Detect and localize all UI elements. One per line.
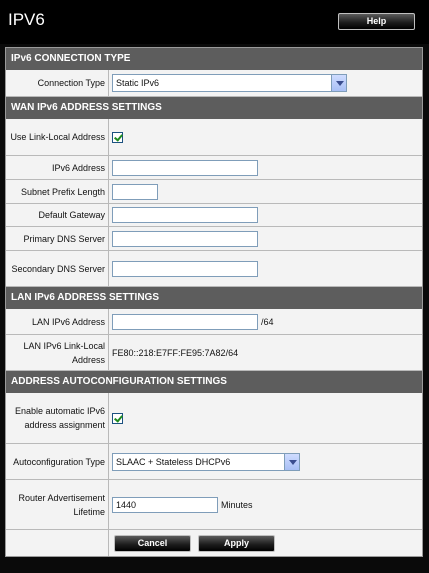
row-autoconfig-type [6,444,422,480]
use-link-local-checkbox[interactable] [112,132,123,143]
default-gateway-input[interactable] [112,207,258,223]
row-subnet-prefix [6,180,422,204]
page-title: IPV6 [8,10,45,29]
title-bar [0,0,429,44]
subnet-prefix-label: Subnet Prefix Length [6,180,109,203]
connection-type-selected: Static IPv6 [116,78,160,88]
row-enable-autoconfig [6,393,422,444]
enable-autoconfig-checkbox[interactable] [112,413,123,424]
secondary-dns-input[interactable] [112,261,258,277]
row-connection-type [6,70,422,97]
row-actions [6,530,422,556]
chevron-down-icon[interactable] [284,454,299,470]
row-secondary-dns [6,251,422,287]
section-lan: LAN IPv6 ADDRESS SETTINGS [6,287,422,309]
lan-link-local-value: FE80::218:E7FF:FE95:7A82/64 [112,347,239,358]
lan-link-local-label: LAN IPv6 Link-Local Address [6,335,109,370]
ra-lifetime-label: Router Advertisement Lifetime [6,480,109,529]
secondary-dns-label: Secondary DNS Server [6,251,109,286]
actions-spacer [6,530,109,556]
row-ra-lifetime [6,480,422,530]
chevron-down-icon[interactable] [331,75,346,91]
lan-address-input[interactable] [112,314,258,330]
lan-address-label: LAN IPv6 Address [6,309,109,334]
settings-panel [5,47,423,557]
connection-type-label: Connection Type [6,70,109,96]
subnet-prefix-input[interactable] [112,184,158,200]
primary-dns-label: Primary DNS Server [6,227,109,250]
enable-autoconfig-label: Enable automatic IPv6 address assignment [6,393,109,443]
row-lan-link-local [6,335,422,371]
row-use-link-local [6,119,422,156]
primary-dns-input[interactable] [112,231,258,247]
ra-lifetime-unit: Minutes [221,499,253,510]
row-default-gateway [6,204,422,227]
autoconfig-type-selected: SLAAC + Stateless DHCPv6 [116,456,231,467]
ipv6-address-label: IPv6 Address [6,156,109,179]
connection-type-select[interactable] [112,74,347,92]
cancel-button[interactable]: Cancel [114,535,191,552]
ra-lifetime-input[interactable]: 1440 [112,497,218,513]
ipv6-address-input[interactable] [112,160,258,176]
row-lan-address [6,309,422,335]
default-gateway-label: Default Gateway [6,204,109,226]
lan-prefix-suffix: /64 [261,316,274,327]
help-button[interactable]: Help [338,13,415,30]
row-ipv6-address [6,156,422,180]
section-autoconfig: ADDRESS AUTOCONFIGURATION SETTINGS [6,371,422,393]
row-primary-dns [6,227,422,251]
autoconfig-type-select[interactable] [112,453,300,471]
section-connection-type: IPv6 CONNECTION TYPE [6,48,422,70]
apply-button[interactable]: Apply [198,535,275,552]
use-link-local-label: Use Link-Local Address [6,119,109,155]
autoconfig-type-label: Autoconfiguration Type [6,444,109,479]
section-wan: WAN IPv6 ADDRESS SETTINGS [6,97,422,119]
